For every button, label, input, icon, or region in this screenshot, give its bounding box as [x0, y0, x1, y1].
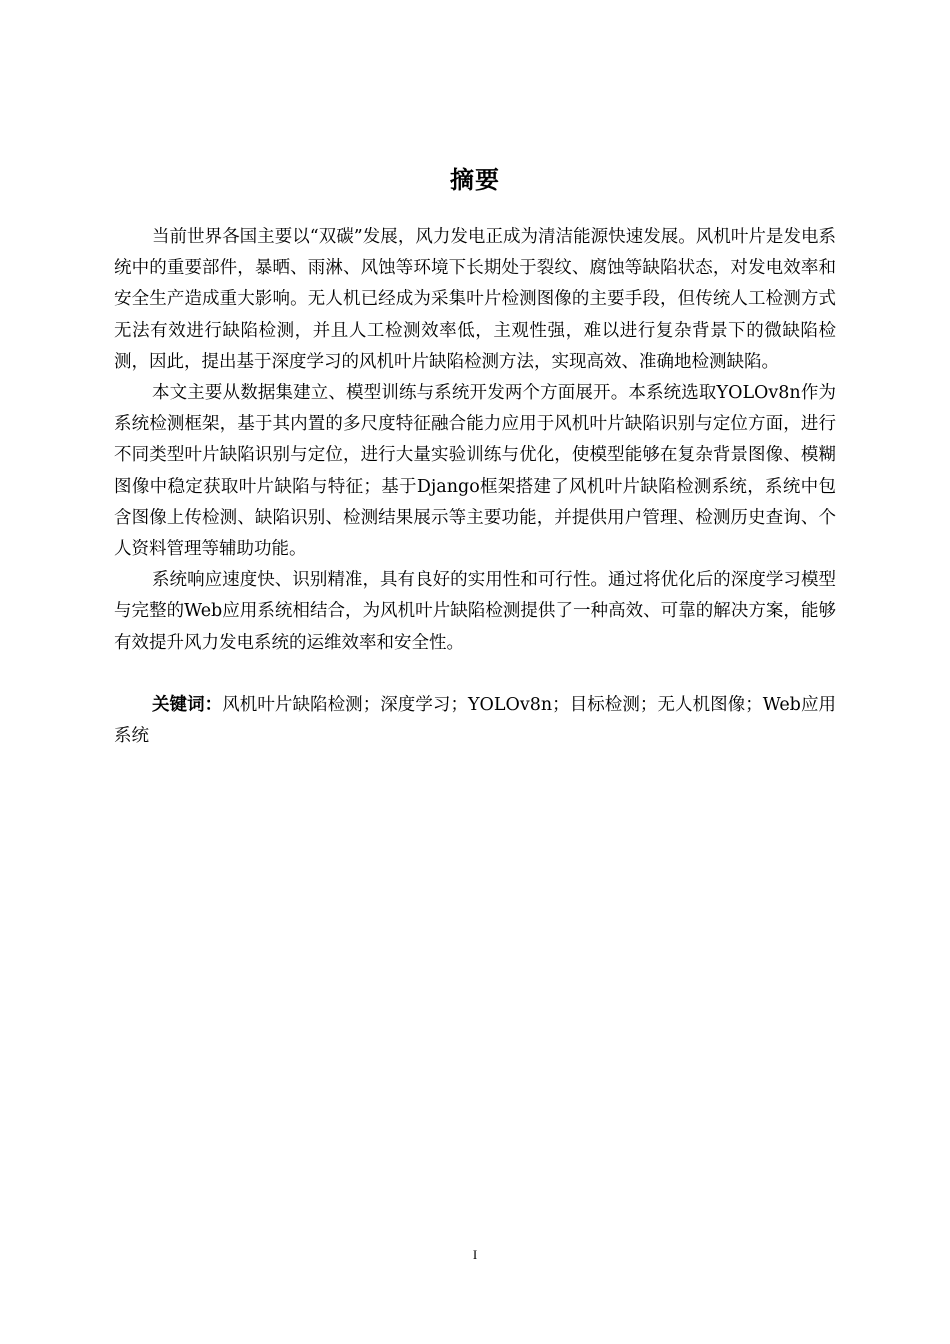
- keywords-line: [114, 690, 836, 752]
- abstract-paragraph-1: 当前世界各国主要以“双碳”发展，风力发电正成为清洁能源快速发展。风机叶片是发电系统中的重要部件，暴晒、雨淋、风蚀等环境下长期处于裂纹、腐蚀等缺陷状态，对发电效率和安全生产造成重大影响。无人机已经成为采集叶片检测图像的主要手段，但传统人工检测方式无法有效进行缺陷检测，并且人工检测效率低，主观性强，难以进行复杂背景下的微缺陷检测，因此，提出基于深度学习的风机叶片缺陷检测方法，实现高效、准确地检测缺陷。: [114, 227, 836, 372]
- page-title: 摘要: [450, 166, 500, 194]
- abstract-body: [114, 222, 836, 752]
- keywords-label: 关键词：: [152, 694, 223, 715]
- keywords-text: 风机叶片缺陷检测；深度学习；YOLOv8n；目标检测；无人机图像；Web应用系统: [114, 694, 836, 747]
- page-number: I: [472, 1247, 478, 1262]
- abstract-paragraph-3: 系统响应速度快、识别精准，具有良好的实用性和可行性。通过将优化后的深度学习模型与完整的Web应用系统相结合，为风机叶片缺陷检测提供了一种高效、可靠的解决方案，能够有效提升风力发电系统的运维效率和安全性。: [114, 570, 836, 653]
- abstract-paragraph-2: 本文主要从数据集建立、模型训练与系统开发两个方面展开。本系统选取YOLOv8n作为系统检测框架，基于其内置的多尺度特征融合能力应用于风机叶片缺陷识别与定位方面，进行不同类型叶片缺陷识别与定位，进行大量实验训练与优化，使模型能够在复杂背景图像、模糊图像中稳定获取叶片缺陷与特征；基于Django框架搭建了风机叶片缺陷检测系统，系统中包含图像上传检测、缺陷识别、检测结果展示等主要功能，并提供用户管理、检测历史查询、个人资料管理等辅助功能。: [114, 383, 836, 560]
